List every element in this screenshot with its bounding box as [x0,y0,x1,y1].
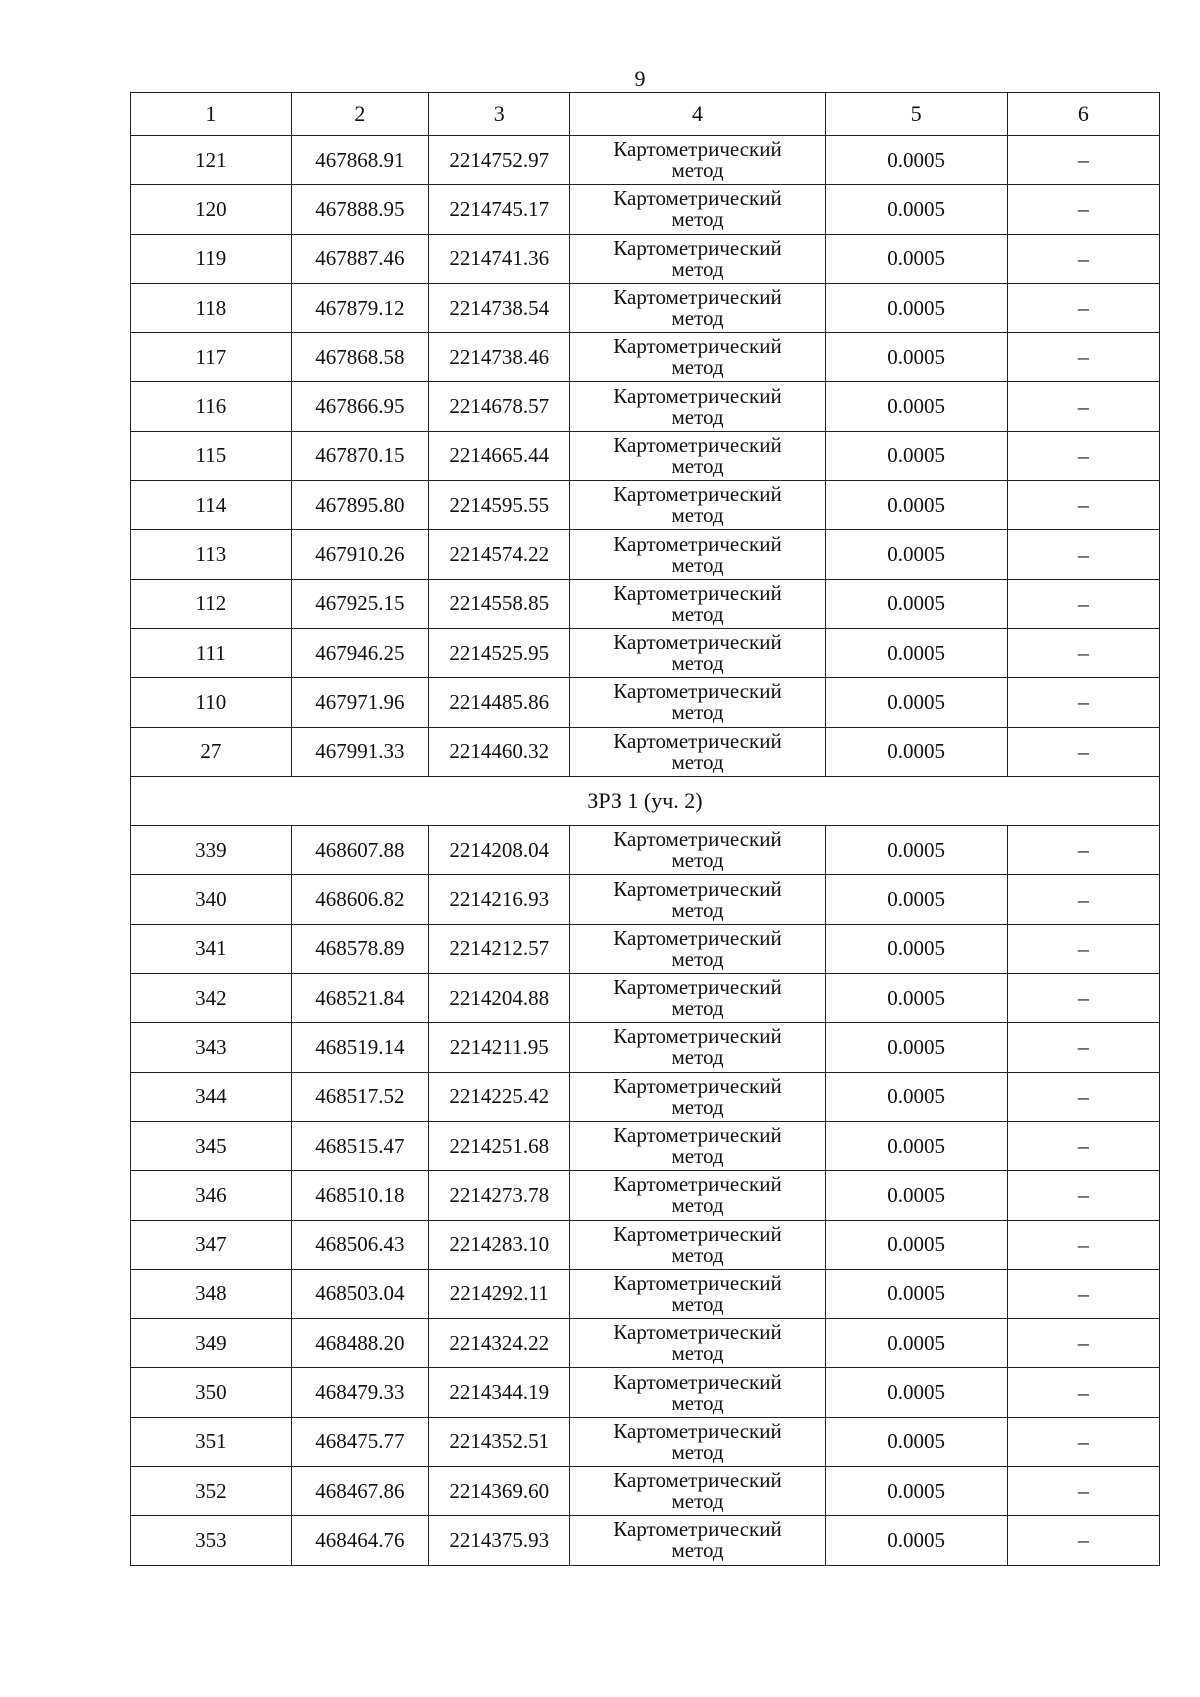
y-coordinate-cell: 2214678.57 [428,382,569,431]
y-coordinate-cell: 2214558.85 [428,579,569,628]
method-cell [570,530,825,579]
table-row [131,283,1160,332]
y-coordinate-cell: 2214225.42 [428,1072,569,1121]
y-coordinate-cell: 2214211.95 [428,1023,569,1072]
method-line-2: метод [671,207,724,232]
method-line-1: Картометрический [613,137,782,162]
y-coordinate-cell: 2214738.54 [428,283,569,332]
accuracy-cell: 0.0005 [825,333,1007,382]
note-cell: – [1007,530,1159,579]
y-coordinate-cell: 2214665.44 [428,431,569,480]
method-cell [570,1417,825,1466]
note-cell: – [1007,1319,1159,1368]
coordinates-table [130,92,1160,1566]
y-coordinate-cell: 2214352.51 [428,1417,569,1466]
method-cell [570,1171,825,1220]
method-line-1: Картометрический [613,1073,782,1098]
table-row [131,1467,1160,1516]
method-cell [570,826,825,875]
method-cell [570,481,825,530]
point-number-cell: 116 [131,382,292,431]
method-line-1: Картометрический [613,1024,782,1049]
point-number-cell: 121 [131,136,292,185]
method-cell [570,628,825,677]
method-line-1: Картометрический [613,1517,782,1542]
point-number-cell: 342 [131,974,292,1023]
table-row [131,924,1160,973]
point-number-cell: 344 [131,1072,292,1121]
accuracy-cell: 0.0005 [825,1072,1007,1121]
method-line-2: метод [671,1538,724,1563]
method-line-1: Картометрический [613,432,782,457]
accuracy-cell: 0.0005 [825,530,1007,579]
y-coordinate-cell: 2214324.22 [428,1319,569,1368]
header-col-5: 5 [825,93,1007,136]
accuracy-cell: 0.0005 [825,185,1007,234]
note-cell: – [1007,1417,1159,1466]
accuracy-cell: 0.0005 [825,1319,1007,1368]
point-number-cell: 352 [131,1467,292,1516]
y-coordinate-cell: 2214251.68 [428,1121,569,1170]
accuracy-cell: 0.0005 [825,234,1007,283]
method-line-2: метод [671,848,724,873]
point-number-cell: 343 [131,1023,292,1072]
table-row [131,1220,1160,1269]
table-row [131,1023,1160,1072]
method-line-2: метод [671,552,724,577]
table-row [131,875,1160,924]
x-coordinate-cell: 468515.47 [291,1121,428,1170]
method-line-1: Картометрический [613,1270,782,1295]
method-line-2: метод [671,306,724,331]
method-line-1: Картометрический [613,728,782,753]
x-coordinate-cell: 468506.43 [291,1220,428,1269]
point-number-cell: 114 [131,481,292,530]
point-number-cell: 350 [131,1368,292,1417]
header-col-6: 6 [1007,93,1159,136]
x-coordinate-cell: 468510.18 [291,1171,428,1220]
point-number-cell: 110 [131,678,292,727]
accuracy-cell: 0.0005 [825,875,1007,924]
y-coordinate-cell: 2214204.88 [428,974,569,1023]
method-cell [570,234,825,283]
y-coordinate-cell: 2214212.57 [428,924,569,973]
method-line-1: Картометрический [613,1172,782,1197]
accuracy-cell: 0.0005 [825,826,1007,875]
method-line-1: Картометрический [613,383,782,408]
group-2-body [131,826,1160,1565]
method-line-2: метод [671,1439,724,1464]
method-line-1: Картометрический [613,1221,782,1246]
method-line-2: метод [671,503,724,528]
header-row [131,93,1160,136]
method-line-1: Картометрический [613,1369,782,1394]
point-number-cell: 348 [131,1269,292,1318]
note-cell: – [1007,924,1159,973]
note-cell: – [1007,1072,1159,1121]
table-row [131,234,1160,283]
point-number-cell: 347 [131,1220,292,1269]
accuracy-cell: 0.0005 [825,579,1007,628]
method-line-1: Картометрический [613,186,782,211]
table-row [131,1121,1160,1170]
method-line-1: Картометрический [613,235,782,260]
table-row [131,1171,1160,1220]
point-number-cell: 346 [131,1171,292,1220]
method-cell [570,1121,825,1170]
note-cell: – [1007,1516,1159,1565]
y-coordinate-cell: 2214574.22 [428,530,569,579]
method-line-2: метод [671,1291,724,1316]
y-coordinate-cell: 2214752.97 [428,136,569,185]
method-line-2: метод [671,1341,724,1366]
method-cell [570,974,825,1023]
x-coordinate-cell: 468607.88 [291,826,428,875]
x-coordinate-cell: 468475.77 [291,1417,428,1466]
method-cell [570,1072,825,1121]
note-cell: – [1007,1171,1159,1220]
accuracy-cell: 0.0005 [825,628,1007,677]
x-coordinate-cell: 468521.84 [291,974,428,1023]
point-number-cell: 341 [131,924,292,973]
accuracy-cell: 0.0005 [825,1417,1007,1466]
accuracy-cell: 0.0005 [825,283,1007,332]
y-coordinate-cell: 2214375.93 [428,1516,569,1565]
point-number-cell: 27 [131,727,292,776]
x-coordinate-cell: 467866.95 [291,382,428,431]
x-coordinate-cell: 468519.14 [291,1023,428,1072]
table-row [131,530,1160,579]
y-coordinate-cell: 2214745.17 [428,185,569,234]
table-row [131,1072,1160,1121]
note-cell: – [1007,431,1159,480]
table-row [131,826,1160,875]
note-cell: – [1007,628,1159,677]
method-cell [570,579,825,628]
x-coordinate-cell: 467868.58 [291,333,428,382]
note-cell: – [1007,1467,1159,1516]
section-title: ЗРЗ 1 (уч. 2) [131,776,1160,825]
method-line-2: метод [671,1094,724,1119]
method-line-1: Картометрический [613,334,782,359]
x-coordinate-cell: 467870.15 [291,431,428,480]
table-row [131,974,1160,1023]
point-number-cell: 111 [131,628,292,677]
x-coordinate-cell: 467925.15 [291,579,428,628]
method-cell [570,382,825,431]
x-coordinate-cell: 468606.82 [291,875,428,924]
accuracy-cell: 0.0005 [825,382,1007,431]
method-line-2: метод [671,749,724,774]
note-cell: – [1007,382,1159,431]
section-row [131,776,1160,825]
note-cell: – [1007,1023,1159,1072]
accuracy-cell: 0.0005 [825,1220,1007,1269]
y-coordinate-cell: 2214344.19 [428,1368,569,1417]
note-cell: – [1007,283,1159,332]
method-line-2: метод [671,158,724,183]
method-cell [570,1319,825,1368]
x-coordinate-cell: 467879.12 [291,283,428,332]
method-line-2: метод [671,1390,724,1415]
table-row [131,678,1160,727]
table-row [131,727,1160,776]
table-row [131,1417,1160,1466]
method-cell [570,727,825,776]
note-cell: – [1007,185,1159,234]
x-coordinate-cell: 467910.26 [291,530,428,579]
method-cell [570,1516,825,1565]
accuracy-cell: 0.0005 [825,924,1007,973]
note-cell: – [1007,579,1159,628]
point-number-cell: 349 [131,1319,292,1368]
method-line-2: метод [671,453,724,478]
y-coordinate-cell: 2214460.32 [428,727,569,776]
note-cell: – [1007,727,1159,776]
table-header [131,93,1160,136]
method-cell [570,1368,825,1417]
method-cell [570,431,825,480]
note-cell: – [1007,234,1159,283]
x-coordinate-cell: 468488.20 [291,1319,428,1368]
method-line-1: Картометрический [613,531,782,556]
note-cell: – [1007,1121,1159,1170]
table-row [131,1368,1160,1417]
x-coordinate-cell: 467895.80 [291,481,428,530]
point-number-cell: 339 [131,826,292,875]
header-col-3: 3 [428,93,569,136]
method-cell [570,1467,825,1516]
accuracy-cell: 0.0005 [825,678,1007,727]
method-cell [570,1220,825,1269]
method-cell [570,924,825,973]
point-number-cell: 353 [131,1516,292,1565]
accuracy-cell: 0.0005 [825,1171,1007,1220]
note-cell: – [1007,481,1159,530]
method-line-2: метод [671,1193,724,1218]
note-cell: – [1007,974,1159,1023]
method-line-2: метод [671,651,724,676]
method-line-2: метод [671,404,724,429]
method-line-1: Картометрический [613,1418,782,1443]
method-line-2: метод [671,1144,724,1169]
note-cell: – [1007,678,1159,727]
method-line-2: метод [671,601,724,626]
table-row [131,136,1160,185]
header-col-4: 4 [570,93,825,136]
table-row [131,1516,1160,1565]
method-line-2: метод [671,1045,724,1070]
table-row [131,628,1160,677]
y-coordinate-cell: 2214273.78 [428,1171,569,1220]
y-coordinate-cell: 2214741.36 [428,234,569,283]
method-cell [570,875,825,924]
table-row [131,1269,1160,1318]
x-coordinate-cell: 467971.96 [291,678,428,727]
method-line-2: метод [671,355,724,380]
table-row [131,579,1160,628]
point-number-cell: 120 [131,185,292,234]
note-cell: – [1007,1368,1159,1417]
point-number-cell: 118 [131,283,292,332]
note-cell: – [1007,826,1159,875]
x-coordinate-cell: 467991.33 [291,727,428,776]
table-row [131,1319,1160,1368]
x-coordinate-cell: 467946.25 [291,628,428,677]
method-line-1: Картометрический [613,285,782,310]
y-coordinate-cell: 2214369.60 [428,1467,569,1516]
accuracy-cell: 0.0005 [825,974,1007,1023]
y-coordinate-cell: 2214485.86 [428,678,569,727]
note-cell: – [1007,136,1159,185]
method-line-1: Картометрический [613,679,782,704]
accuracy-cell: 0.0005 [825,1269,1007,1318]
x-coordinate-cell: 468479.33 [291,1368,428,1417]
method-cell [570,1023,825,1072]
note-cell: – [1007,1220,1159,1269]
y-coordinate-cell: 2214283.10 [428,1220,569,1269]
y-coordinate-cell: 2214738.46 [428,333,569,382]
x-coordinate-cell: 468578.89 [291,924,428,973]
method-line-1: Картометрический [613,1320,782,1345]
method-line-2: метод [671,1489,724,1514]
point-number-cell: 351 [131,1417,292,1466]
table-row [131,333,1160,382]
method-cell [570,185,825,234]
method-line-2: метод [671,996,724,1021]
accuracy-cell: 0.0005 [825,431,1007,480]
x-coordinate-cell: 468464.76 [291,1516,428,1565]
table-row [131,382,1160,431]
header-col-1: 1 [131,93,292,136]
method-cell [570,333,825,382]
method-line-2: метод [671,946,724,971]
method-line-1: Картометрический [613,827,782,852]
point-number-cell: 117 [131,333,292,382]
accuracy-cell: 0.0005 [825,1516,1007,1565]
accuracy-cell: 0.0005 [825,481,1007,530]
accuracy-cell: 0.0005 [825,1023,1007,1072]
page-number: 9 [634,66,646,91]
method-line-1: Картометрический [613,580,782,605]
point-number-cell: 119 [131,234,292,283]
table-row [131,431,1160,480]
x-coordinate-cell: 468503.04 [291,1269,428,1318]
method-line-2: метод [671,897,724,922]
method-line-2: метод [671,700,724,725]
method-cell [570,283,825,332]
y-coordinate-cell: 2214216.93 [428,875,569,924]
method-line-1: Картометрический [613,975,782,1000]
point-number-cell: 112 [131,579,292,628]
method-line-1: Картометрический [613,630,782,655]
point-number-cell: 113 [131,530,292,579]
x-coordinate-cell: 468467.86 [291,1467,428,1516]
y-coordinate-cell: 2214525.95 [428,628,569,677]
point-number-cell: 345 [131,1121,292,1170]
method-line-2: метод [671,256,724,281]
point-number-cell: 115 [131,431,292,480]
point-number-cell: 340 [131,875,292,924]
method-cell [570,1269,825,1318]
method-line-1: Картометрический [613,1123,782,1148]
method-cell [570,678,825,727]
note-cell: – [1007,1269,1159,1318]
accuracy-cell: 0.0005 [825,1368,1007,1417]
x-coordinate-cell: 467887.46 [291,234,428,283]
x-coordinate-cell: 467868.91 [291,136,428,185]
accuracy-cell: 0.0005 [825,727,1007,776]
section-divider [131,776,1160,825]
accuracy-cell: 0.0005 [825,136,1007,185]
method-cell [570,136,825,185]
y-coordinate-cell: 2214208.04 [428,826,569,875]
note-cell: – [1007,333,1159,382]
method-line-1: Картометрический [613,482,782,507]
method-line-1: Картометрический [613,1468,782,1493]
note-cell: – [1007,875,1159,924]
method-line-1: Картометрический [613,925,782,950]
header-col-2: 2 [291,93,428,136]
x-coordinate-cell: 468517.52 [291,1072,428,1121]
accuracy-cell: 0.0005 [825,1121,1007,1170]
accuracy-cell: 0.0005 [825,1467,1007,1516]
y-coordinate-cell: 2214595.55 [428,481,569,530]
method-line-1: Картометрический [613,876,782,901]
y-coordinate-cell: 2214292.11 [428,1269,569,1318]
group-1-body [131,136,1160,777]
table-row [131,185,1160,234]
table-row [131,481,1160,530]
method-line-2: метод [671,1242,724,1267]
x-coordinate-cell: 467888.95 [291,185,428,234]
